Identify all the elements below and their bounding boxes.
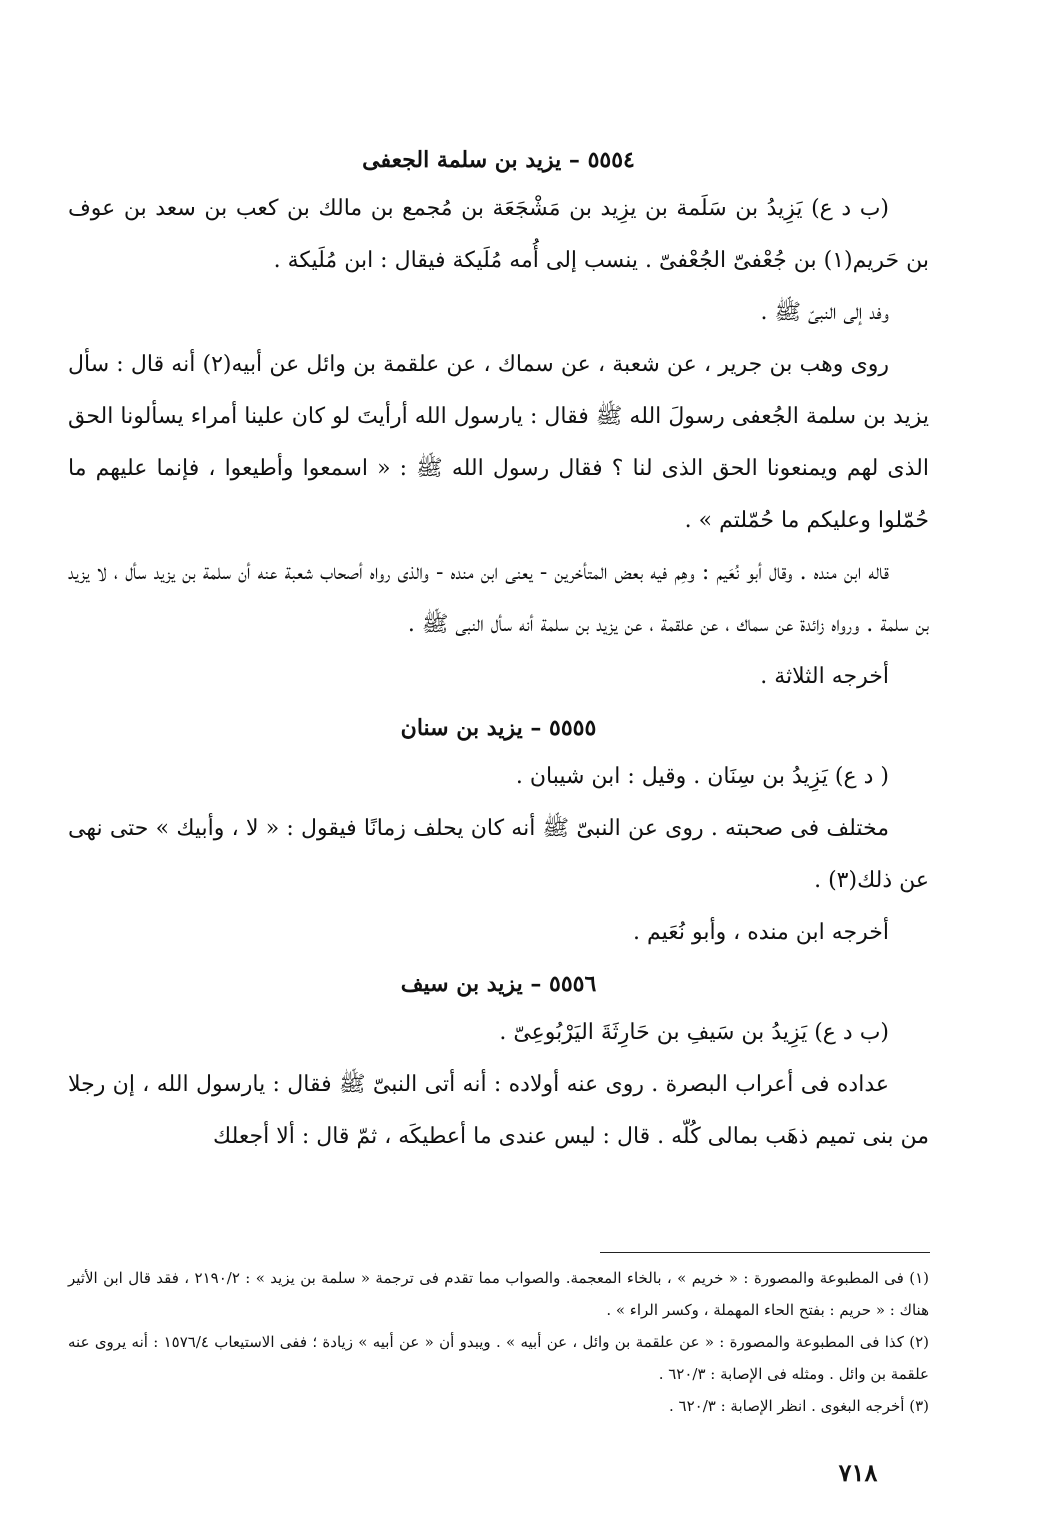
entry-paragraph: عداده فى أعراب البصرة . روى عنه أولاده : أنه أتى النبىّ ﷺ فقال : يارسول الله ، إن رجلا من بنى تميم ذهَب بمالى كُلّه . قال : ليس عندى ما أعطيكَه ، ثمّ قال : ألا أجعلك [68, 1072, 929, 1149]
entry-paragraph: أخرجه ابن منده ، وأبو نُعَيم . [632, 920, 889, 945]
entry-paragraph: روى وهب بن جرير ، عن شعبة ، عن سماك ، عن علقمة بن وائل عن أبيه(٢) أنه قال : سأل يزيد بن سلمة الجُعفى رسولَ الله ﷺ فقال : يارسول الله أرأيتَ لو كان علينا أمراء يسألونا الحق الذى لهم ويمنعونا الحق الذى لنا ؟ فقال رسول الله ﷺ : « اسمعوا وأطيعوا ، فإنما عليهم ما حُمّلوا وعليكم ما حُمّلتم » . [68, 352, 929, 533]
entry-5554 [68, 143, 929, 703]
entry-paragraph: أخرجه الثلاثة . [760, 664, 889, 689]
entry-paragraph: وفد إلى النبىّ ﷺ . [760, 300, 889, 325]
entry-paragraph: (ب د ع) يَزِيدُ بن سَلَمة بن يزِيد بن مَشْجَعَة بن مُجمع بن مالك بن كعب بن سعد بن عوف بن حَريم(١) بن جُعْفىّ الجُعْفىّ . ينسب إلى أُمه مُلَيكة فيقال : ابن مُلَيكة . [68, 196, 929, 273]
footnote: (١) فى المطبوعة والمصورة : « خريم » ، بالخاء المعجمة. والصواب مما تقدم فى ترجمة « سلمة بن يزيد » : ٢١٩٠/٢ ، فقد قال ابن الأثير هناك : « حريم : بفتح الحاء المهملة ، وكسر الراء » . [68, 1269, 929, 1319]
entry-paragraph: مختلف فى صحبته . روى عن النبىّ ﷺ أنه كان يحلف زمانًا فيقول : « لا ، وأبيك » حتى نهى عن ذلك(٣) . [68, 816, 929, 893]
footnotes [68, 1262, 929, 1422]
entry-5556 [68, 967, 929, 1163]
footnote: (٣) أخرجه البغوى . انظر الإصابة : ٦٢٠/٣ . [669, 1397, 929, 1415]
entry-paragraph: ( د ع) يَزِيدُ بن سِنَان . وقيل : ابن شيبان . [515, 764, 889, 789]
entry-heading: ٥٥٥٤ – يزيد بن سلمة الجعفى [362, 147, 635, 173]
entry-paragraph: قاله ابن منده . وقال أبو نُعَيم : وهِم فيه بعض المتأخرين - يعنى ابن منده - والذى رواه أصحاب شعبة عنه أن سلمة بن يزيد سأل ، لا يزيد بن سلمة . ورواه زائدة عن سماك ، عن علقمة ، عن يزيد بن سلمة أنه سأل النبى ﷺ . [68, 560, 929, 637]
footnote: (٢) كذا فى المطبوعة والمصورة : « عن علقمة بن وائل ، عن أبيه » . ويبدو أن « عن أبيه » زيادة ؛ ففى الاستيعاب ١٥٧٦/٤ : أنه يروى عنه علقمة بن وائل . ومثله فى الإصابة : ٦٢٠/٣ . [68, 1333, 929, 1383]
entry-heading: ٥٥٥٥ – يزيد بن سنان [400, 715, 597, 741]
footnote-divider [600, 1252, 930, 1253]
entry-5555 [68, 711, 929, 959]
entry-heading: ٥٥٥٦ – يزيد بن سيف [400, 971, 597, 997]
entry-paragraph: (ب د ع) يَزِيدُ بن سَيفِ بن حَارِثَةَ اليَرْبُوعِىّ . [499, 1020, 889, 1045]
page-number: ٧١٨ [838, 1458, 878, 1487]
